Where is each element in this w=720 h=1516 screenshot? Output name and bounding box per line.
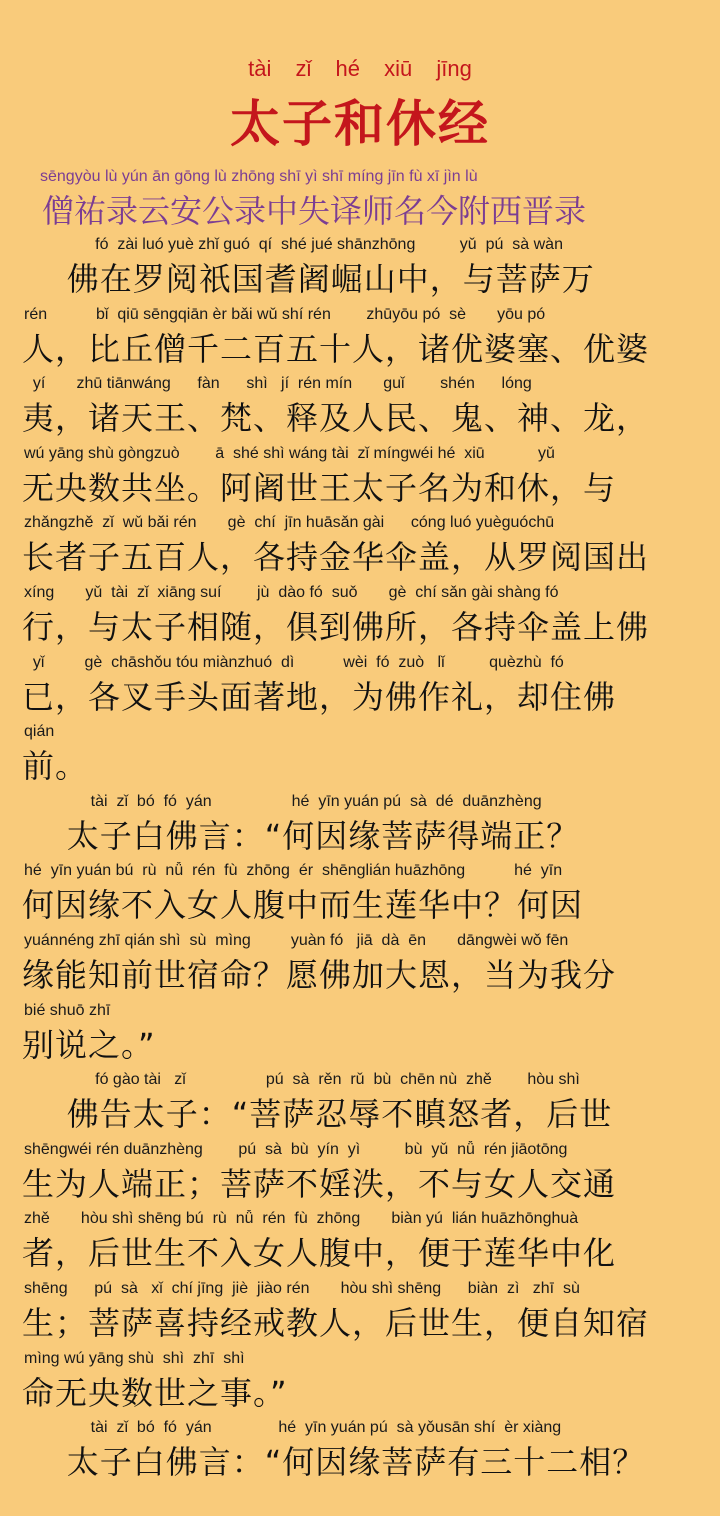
text-line: 者，后世生不入女人腹中，便于莲华中化: [22, 1234, 617, 1273]
pinyin-line: zhě hòu shì shēng bú rù nǚ rén fù zhōng biàn yú lián huāzhōnghuà: [24, 1210, 579, 1228]
subtitle: 僧祐录云安公录中失译师名今附西晋录: [42, 192, 587, 230]
pinyin-line: tài zǐ bó fó yán hé yīn yuán pú sà dé duānzhèng: [24, 792, 542, 810]
pinyin-line: zhǎngzhě zǐ wǔ bǎi rén gè chí jīn huāsǎn gài cóng luó yuèguóchū: [24, 514, 555, 532]
pinyin-line: mìng wú yāng shù shì zhī shì: [24, 1349, 245, 1367]
text-line: 缘能知前世宿命？愿佛加大恩，当为我分: [22, 956, 617, 994]
text-line: 别说之。”: [22, 1025, 156, 1064]
pinyin-line: yuánnéng zhī qián shì sù mìng yuàn fó jiā dà ēn dāngwèi wǒ fēn: [24, 932, 569, 949]
pinyin-line: bié shuō zhī: [24, 1001, 111, 1019]
text-line: 前。: [22, 747, 89, 786]
pinyin-line: tài zǐ bó fó yán hé yīn yuán pú sà yǒusān shí èr xiàng: [24, 1419, 562, 1437]
pinyin-line: wú yāng shù gòngzuò ā shé shì wáng tài zǐ míngwéi hé xiū yǔ: [24, 444, 555, 462]
text-line: 太子白佛言：“何因缘菩萨有三十二相？: [22, 1443, 646, 1482]
pinyin-line: yǐ gè chāshǒu tóu miànzhuó dì wèi fó zuò lǐ quèzhù fó: [24, 653, 564, 671]
text-line: 行，与太子相随，俱到佛所，各持伞盖上佛: [22, 608, 650, 646]
text-line: 佛在罗阅祇国耆阇崛山中，与菩萨万: [22, 260, 595, 298]
text-line: 佛告太子：“菩萨忍辱不瞋怒者，后世: [22, 1095, 613, 1134]
pinyin-line: shēngwéi rén duānzhèng pú sà bù yín yì bù yǔ nǚ rén jiāotōng: [24, 1140, 568, 1158]
pinyin-line: qián: [24, 723, 55, 741]
text-line: 生；菩萨喜持经戒教人，后世生，便自知宿: [22, 1304, 650, 1342]
pinyin-line: xíng yǔ tài zǐ xiāng suí jù dào fó suǒ gè chí sǎn gài shàng fó: [24, 584, 559, 601]
text-line: 命无央数世之事。”: [22, 1373, 288, 1412]
text-line: 长者子五百人，各持金华伞盖，从罗阅国出: [22, 538, 650, 577]
pinyin-line: fó zài luó yuè zhǐ guó qí shé jué shānzhōng yǔ pú sà wàn: [24, 236, 563, 253]
pinyin-line: fó gào tài zǐ pú sà rěn rǔ bù chēn nù zhě hòu shì: [24, 1071, 580, 1089]
text-line: 人，比丘僧千二百五十人，诸优婆塞、优婆: [22, 329, 650, 368]
pinyin-line: yí zhū tiānwáng fàn shì jí rén mín guǐ shén lóng: [24, 375, 532, 393]
page-title: 太子和休经: [230, 95, 490, 153]
pinyin-line: rén bǐ qiū sēngqiān èr bǎi wǔ shí rén zhūyōu pó sè yōu pó: [24, 305, 546, 323]
pinyin-line: hé yīn yuán bú rù nǚ rén fù zhōng ér shēnglián huāzhōng hé yīn: [24, 862, 563, 880]
text-line: 已，各叉手头面著地，为佛作礼，却住佛: [22, 677, 617, 716]
text-line: 太子白佛言：“何因缘菩萨得端正？: [22, 816, 580, 855]
text-line: 生为人端正；菩萨不婬泆，不与女人交通: [22, 1164, 617, 1203]
pinyin-line: shēng pú sà xǐ chí jīng jiè jiào rén hòu shì shēng biàn zì zhī sù: [24, 1280, 580, 1297]
text-line: 何因缘不入女人腹中而生莲华中？何因: [22, 886, 584, 925]
text-line: 夷，诸天王、梵、释及人民、鬼、神、龙，: [22, 399, 650, 438]
subtitle-pinyin: sēngyòu lù yún ān gōng lù zhōng shī yì shī míng jīn fù xī jìn lù: [40, 168, 478, 185]
title-pinyin: tài zǐ hé xiū jīng: [248, 56, 472, 81]
text-line: 无央数共坐。阿阇世王太子名为和休，与: [22, 468, 617, 507]
